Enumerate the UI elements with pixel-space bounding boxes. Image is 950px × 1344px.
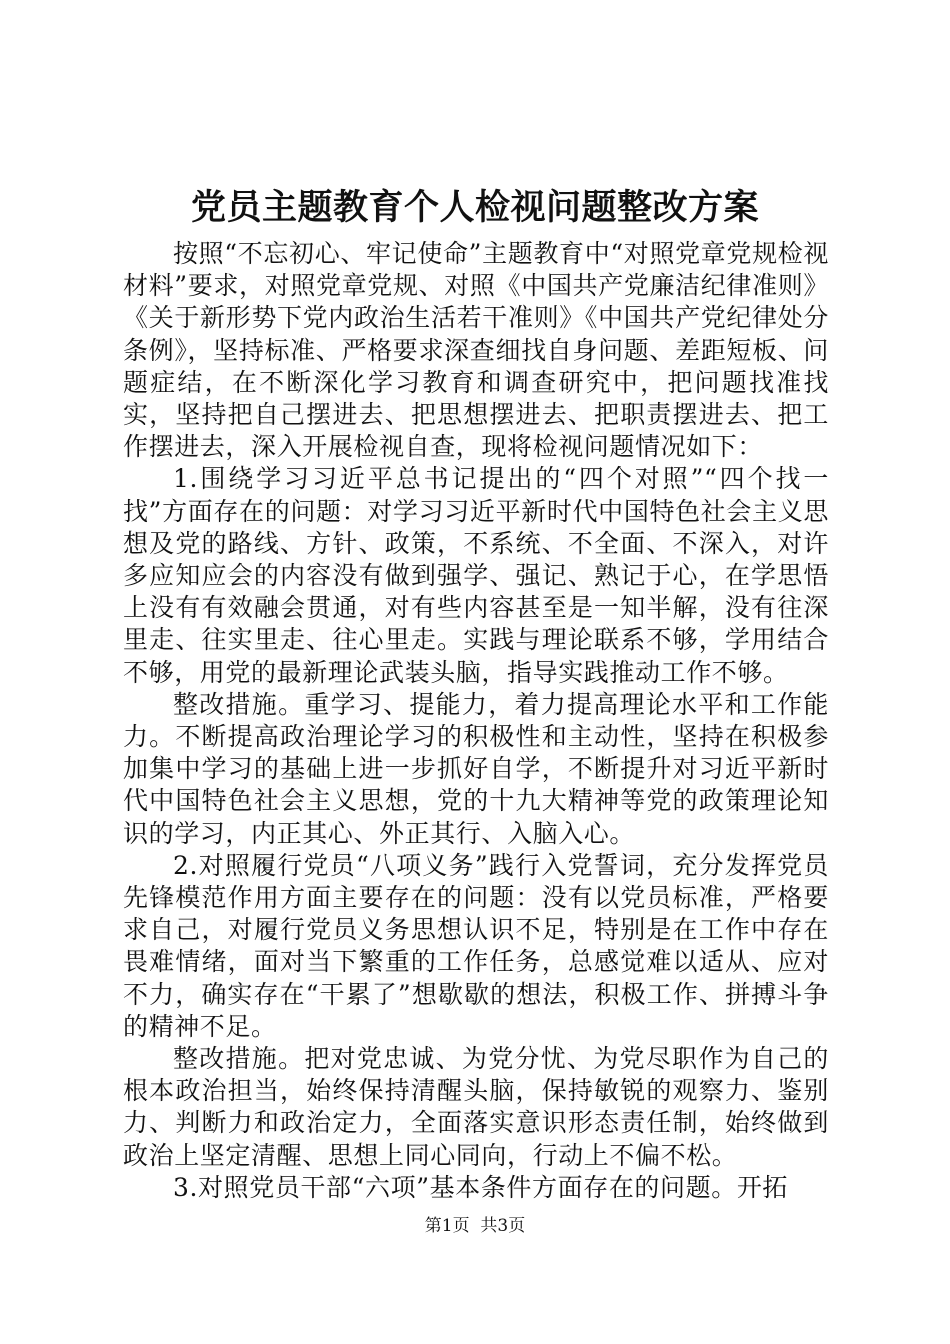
page-number: 第1页 bbox=[424, 1216, 470, 1236]
document-title: 党员主题教育个人检视问题整改方案 bbox=[190, 187, 759, 228]
paragraph-intro: 按照“不忘初心、牢记使命”主题教育中“对照党章党规检视材料”要求，对照党章党规、对照《中国共产党廉洁纪律准则》《关于新形势下党内政治生活若干准则》《中国共产党纪律处分条例》，坚持标准、严格要求深查细找自身问题、差距短板、问题症结，在不断深化学习教育和调查研究中，把问题找准找实，坚持把自己摆进去、把思想摆进去、把职责摆进去、把工作摆进去，深入开展检视自查，现将检视问题情况如下： bbox=[123, 239, 829, 462]
page-total: 共3页 bbox=[480, 1216, 526, 1236]
paragraph-measure-2: 整改措施。把对党忠诚、为党分忧、为党尽职作为自己的根本政治担当，始终保持清醒头脑，保持敏锐的观察力、鉴别力、判断力和政治定力，全面落实意识形态责任制，始终做到政治上坚定清醒、思想上同心同向，行动上不偏不松。 bbox=[123, 1044, 829, 1170]
footer-separator bbox=[470, 1216, 481, 1236]
paragraph-issue-3: 3.对照党员干部“六项”基本条件方面存在的问题。开拓 bbox=[173, 1172, 789, 1202]
paragraph-issue-1: 1.围绕学习习近平总书记提出的“四个对照”“四个找一找”方面存在的问题：对学习习近平新时代中国特色社会主义思想及党的路线、方针、政策，不系统、不全面、不深入，对许多应知应会的内容没有做到强学、强记、熟记于心，在学思悟上没有有效融会贯通，对有些内容甚至是一知半解，没有往深里走、往实里走、往心里走。实践与理论联系不够，学用结合不够，用党的最新理论武装头脑，指导实践推动工作不够。 bbox=[123, 464, 829, 687]
paragraph-measure-1: 整改措施。重学习、提能力，着力提高理论水平和工作能力。不断提高政治理论学习的积极性和主动性，坚持在积极参加集中学习的基础上进一步抓好自学，不断提升对习近平新时代中国特色社会主义思想，党的十九大精神等党的政策理论知识的学习，内正其心、外正其行、入脑入心。 bbox=[123, 689, 829, 848]
page-footer bbox=[0, 1212, 950, 1240]
document-body bbox=[123, 238, 829, 1204]
paragraph-issue-2: 2.对照履行党员“八项义务”践行入党誓词，充分发挥党员先锋模范作用方面主要存在的问题：没有以党员标准，严格要求自己，对履行党员义务思想认识不足，特别是在工作中存在畏难情绪，面对当下繁重的工作任务，总感觉难以适从、应对不力，确实存在“干累了”想歇歇的想法，积极工作、拼搏斗争的精神不足。 bbox=[123, 850, 829, 1041]
